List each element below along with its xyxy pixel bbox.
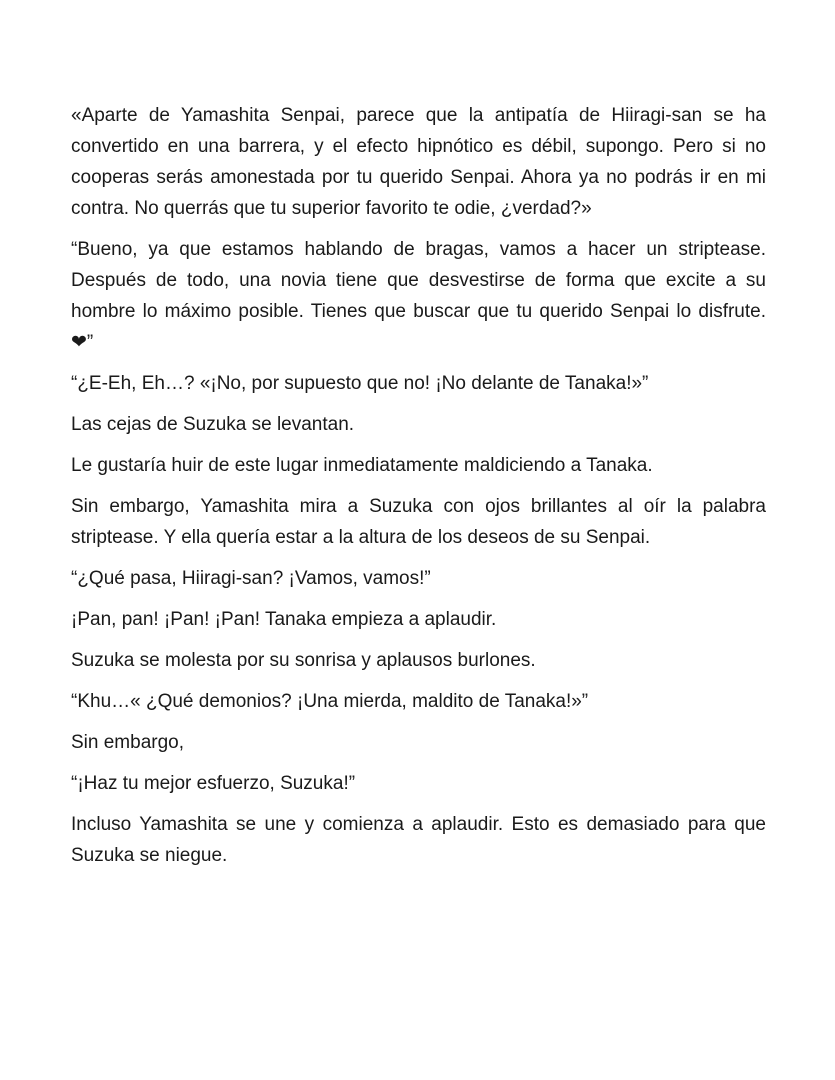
- document-page: [71, 100, 766, 881]
- paragraph-8: ¡Pan, pan! ¡Pan! ¡Pan! Tanaka empieza a aplaudir.: [71, 609, 497, 630]
- paragraph-3: “¿E-Eh, Eh…? «¡No, por supuesto que no! ¡No delante de Tanaka!»”: [71, 373, 649, 394]
- paragraph-1: «Aparte de Yamashita Senpai, parece que la antipatía de Hiiragi-san se ha convertido en una barrera, y el efecto hipnótico es débil, supongo. Pero si no cooperas serás amonestada por tu querido Senpai. Ahora ya no podrás ir en mi contra. No querrás que tu superior favorito te odie, ¿verdad?»: [71, 105, 766, 219]
- paragraph-7: “¿Qué pasa, Hiiragi-san? ¡Vamos, vamos!”: [71, 568, 431, 589]
- paragraph-5: Le gustaría huir de este lugar inmediatamente maldiciendo a Tanaka.: [71, 455, 653, 476]
- paragraph-6: Sin embargo, Yamashita mira a Suzuka con ojos brillantes al oír la palabra striptease. Y ella quería estar a la altura de los deseos de su Senpai.: [71, 496, 766, 548]
- paragraph-12: “¡Haz tu mejor esfuerzo, Suzuka!”: [71, 773, 356, 794]
- paragraph-2: “Bueno, ya que estamos hablando de bragas, vamos a hacer un striptease. Después de todo, una novia tiene que desvestirse de forma que excite a su hombre lo máximo posible. Tienes que buscar que tu querido Senpai lo disfrute. ❤”: [71, 239, 766, 353]
- paragraph-9: Suzuka se molesta por su sonrisa y aplausos burlones.: [71, 650, 536, 671]
- paragraph-13: Incluso Yamashita se une y comienza a aplaudir. Esto es demasiado para que Suzuka se niegue.: [71, 814, 766, 866]
- paragraph-4: Las cejas de Suzuka se levantan.: [71, 414, 355, 435]
- paragraph-10: “Khu…« ¿Qué demonios? ¡Una mierda, maldito de Tanaka!»”: [71, 691, 589, 712]
- paragraph-11: Sin embargo,: [71, 732, 185, 753]
